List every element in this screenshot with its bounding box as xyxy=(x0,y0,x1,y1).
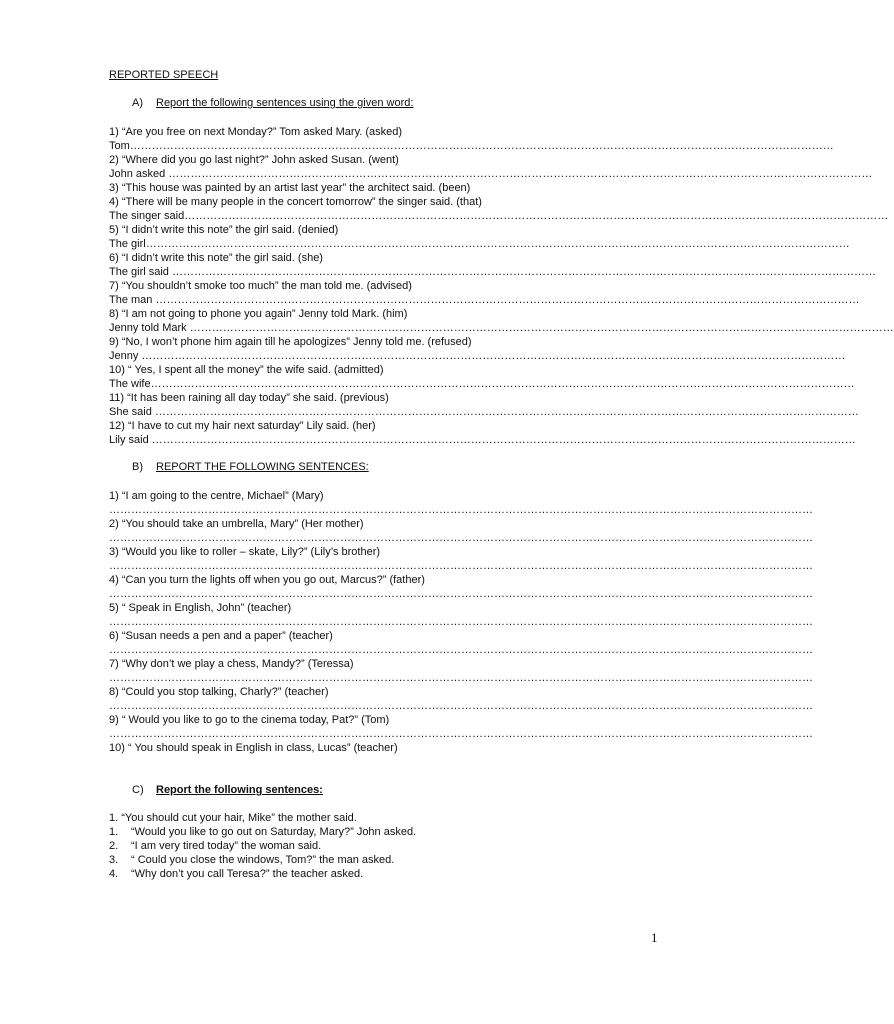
section-a-question-10: 10) “ Yes, I spent all the money” the wife said. (admitted) xyxy=(109,364,384,376)
section-c-item-number: 1. xyxy=(109,826,119,838)
section-c-item-text: “Would you like to go out on Saturday, Mary?” John asked. xyxy=(131,826,417,838)
section-b-question-8: 8) “Could you stop talking, Charly?” (teacher) xyxy=(109,686,329,698)
section-a-question-12: 12) “I have to cut my hair next saturday” Lily said. (her) xyxy=(109,420,376,432)
section-c-item-text: “Why don’t you call Teresa?” the teacher asked. xyxy=(131,868,364,880)
section-a-question-7: 7) “You shouldn’t smoke too much” the man told me. (advised) xyxy=(109,280,412,292)
section-a-question-8: 8) “I am not going to phone you again” Jenny told Mark. (him) xyxy=(109,308,408,320)
section-a-answer-4[interactable]: The singer said………………………………………………………………………………………………………………………………………………………………………… xyxy=(109,210,889,222)
section-a-answer-10[interactable]: The wife………………………………………………………………………………………………………………………………………………………………………… xyxy=(109,378,855,390)
worksheet-title: REPORTED SPEECH xyxy=(109,69,219,81)
section-c-item-1 xyxy=(109,825,416,839)
page-number: 1 xyxy=(651,930,658,945)
section-c-item-number: 3. xyxy=(109,854,119,866)
section-c-item-number: 2. xyxy=(109,840,119,852)
section-b-answer-6[interactable]: ………………………………………………………………………………………………………………………………………………………………………… xyxy=(109,644,813,656)
section-a-answer-6[interactable]: The girl said ………………………………………………………………………………………………………………………………………………………………………… xyxy=(109,266,876,278)
section-c-intro: 1. “You should cut your hair, Mike” the mother said. xyxy=(109,812,357,824)
section-b-letter: B) xyxy=(132,461,143,473)
section-b-question-10: 10) “ You should speak in English in class, Lucas” (teacher) xyxy=(109,742,398,754)
section-b-answer-9[interactable]: ………………………………………………………………………………………………………………………………………………………………………… xyxy=(109,728,813,740)
section-a-question-5: 5) “I didn’t write this note” the girl said. (denied) xyxy=(109,224,339,236)
section-b-heading xyxy=(132,461,369,473)
section-b-answer-8[interactable]: ………………………………………………………………………………………………………………………………………………………………………… xyxy=(109,700,813,712)
section-a-answer-5[interactable]: The girl………………………………………………………………………………………………………………………………………………………………………… xyxy=(109,238,850,250)
section-b-instruction: REPORT THE FOLLOWING SENTENCES: xyxy=(156,461,369,473)
section-c-item-2 xyxy=(109,839,321,853)
section-b-question-9: 9) “ Would you like to go to the cinema today, Pat?” (Tom) xyxy=(109,714,390,726)
section-b-answer-3[interactable]: ………………………………………………………………………………………………………………………………………………………………………… xyxy=(109,560,813,572)
section-b-question-3: 3) “Would you like to roller – skate, Lily?” (Lily’s brother) xyxy=(109,546,381,558)
section-a-question-2: 2) “Where did you go last night?” John asked Susan. (went) xyxy=(109,154,399,166)
section-b-question-5: 5) “ Speak in English, John” (teacher) xyxy=(109,602,292,614)
section-c-heading xyxy=(132,784,323,796)
section-a-answer-9[interactable]: Jenny ………………………………………………………………………………………………………………………………………………………………………… xyxy=(109,350,846,362)
section-a-question-4: 4) “There will be many people in the concert tomorrow” the singer said. (that) xyxy=(109,196,482,208)
section-b-answer-2[interactable]: ………………………………………………………………………………………………………………………………………………………………………… xyxy=(109,532,813,544)
section-a-question-9: 9) “No, I won’t phone him again till he apologizes” Jenny told me. (refused) xyxy=(109,336,472,348)
section-b-question-2: 2) “You should take an umbrella, Mary” (Her mother) xyxy=(109,518,364,530)
section-a-letter: A) xyxy=(132,97,143,109)
section-b-question-6: 6) “Susan needs a pen and a paper” (teacher) xyxy=(109,630,333,642)
section-a-answer-2[interactable]: John asked ………………………………………………………………………………………………………………………………………………………………………… xyxy=(109,168,873,180)
section-b-question-7: 7) “Why don’t we play a chess, Mandy?” (Teressa) xyxy=(109,658,354,670)
section-a-heading xyxy=(132,97,413,109)
section-a-answer-7[interactable]: The man ………………………………………………………………………………………………………………………………………………………………………… xyxy=(109,294,860,306)
section-b-question-1: 1) “I am going to the centre, Michael” (Mary) xyxy=(109,490,324,502)
section-b-answer-5[interactable]: ………………………………………………………………………………………………………………………………………………………………………… xyxy=(109,616,813,628)
section-c-letter: C) xyxy=(132,784,144,796)
section-c-item-text: “I am very tired today” the woman said. xyxy=(131,840,322,852)
section-a-instruction: Report the following sentences using the given word: xyxy=(156,97,414,109)
section-c-instruction: Report the following sentences: xyxy=(156,784,323,796)
section-b-answer-7[interactable]: ………………………………………………………………………………………………………………………………………………………………………… xyxy=(109,672,813,684)
section-c-item-3 xyxy=(109,853,394,867)
section-a-question-3: 3) “This house was painted by an artist last year” the architect said. (been) xyxy=(109,182,471,194)
section-b-question-4: 4) “Can you turn the lights off when you go out, Marcus?” (father) xyxy=(109,574,425,586)
section-a-answer-12[interactable]: Lily said ………………………………………………………………………………………………………………………………………………………………………… xyxy=(109,434,856,446)
section-c-item-number: 4. xyxy=(109,868,119,880)
section-c-item-text: “ Could you close the windows, Tom?” the man asked. xyxy=(131,854,395,866)
section-a-answer-11[interactable]: She said ………………………………………………………………………………………………………………………………………………………………………… xyxy=(109,406,859,418)
section-b-answer-1[interactable]: ………………………………………………………………………………………………………………………………………………………………………… xyxy=(109,504,813,516)
section-b-answer-4[interactable]: ………………………………………………………………………………………………………………………………………………………………………… xyxy=(109,588,813,600)
section-c-item-4 xyxy=(109,867,363,881)
section-a-question-6: 6) “I didn’t write this note” the girl said. (she) xyxy=(109,252,323,264)
section-a-question-11: 11) “It has been raining all day today” she said. (previous) xyxy=(109,392,389,404)
section-a-answer-8[interactable]: Jenny told Mark ………………………………………………………………………………………………………………………………………………………………………… xyxy=(109,322,894,334)
section-a-question-1: 1) “Are you free on next Monday?” Tom asked Mary. (asked) xyxy=(109,126,403,138)
section-a-answer-1[interactable]: Tom………………………………………………………………………………………………………………………………………………………………………… xyxy=(109,140,834,152)
